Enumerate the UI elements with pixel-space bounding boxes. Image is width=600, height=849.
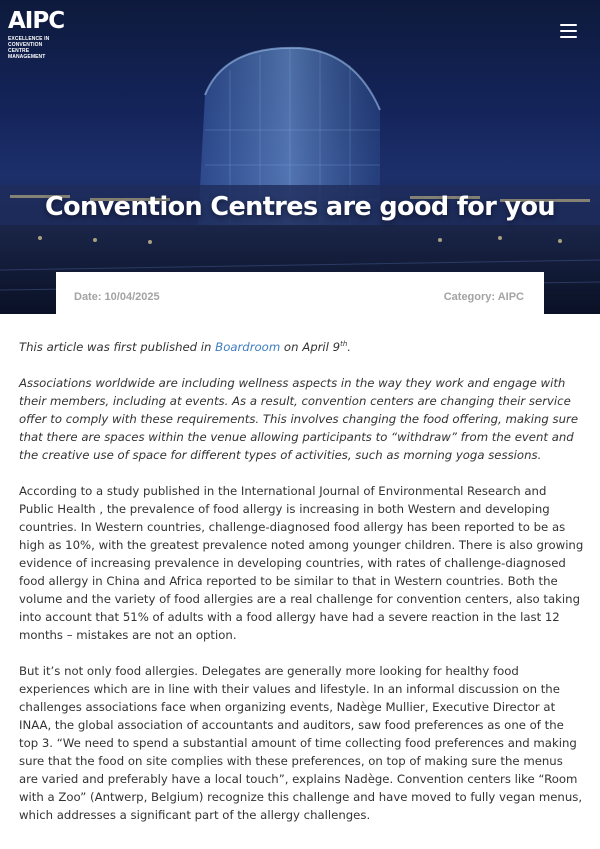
logo-tagline-line: EXCELLENCE IN xyxy=(8,36,50,42)
intro-suffix: . xyxy=(347,340,351,354)
hamburger-icon xyxy=(560,30,577,32)
hero-building-image xyxy=(0,0,600,314)
logo-tagline xyxy=(8,36,64,60)
boardroom-link[interactable]: Boardroom xyxy=(215,340,281,354)
article-paragraph: But it’s not only food allergies. Delegates are generally more looking for healthy food experiences which are in line with their values and lifestyle. In an informal discussion on the challenges associations face when organizing events, Nadège Mullier, Executive Director at INAA, the global association of accountants and auditors, saw food preferences as one of the top 3. “We need to spend a substantial amount of time collecting food preferences and making sure that the food on site complies with these preferences, on top of making sure the menus are varied and preferably have a local touch”, explains Nadège. Convention centers like “Room with a Zoo” (Antwerp, Belgium) recognize this challenge and have moved to fully vegan menus, which addresses a significant part of the allergy challenges. xyxy=(19,664,583,822)
hamburger-icon xyxy=(560,24,577,26)
logo-wordmark: AIPC xyxy=(8,8,65,34)
page-title: Convention Centres are good for you xyxy=(45,192,555,222)
article-body xyxy=(19,338,584,842)
intro-middle: on April 9 xyxy=(280,340,341,354)
article-intro xyxy=(19,338,584,356)
article-lead-paragraph: Associations worldwide are including wellness aspects in the way they work and engage with their members, including at events. As a result, convention centers are changing their service offer to comply with these requirements. This involves changing the food offering, making sure that there are spaces within the venue allowing participants to “withdraw” from the event and the creative use of space for different types of activities, such as morning yoga sessions. xyxy=(19,376,579,462)
logo-tagline-line: MANAGEMENT xyxy=(8,54,46,60)
aipc-logo[interactable] xyxy=(8,9,64,60)
hamburger-menu-button[interactable] xyxy=(560,24,580,40)
intro-prefix: This article was first published in xyxy=(19,340,216,354)
logo-tagline-line: CONVENTION CENTRE xyxy=(8,42,43,54)
post-meta-card xyxy=(56,272,544,320)
post-date: Date: 10/04/2025 xyxy=(74,291,160,303)
post-category: Category: AIPC xyxy=(443,291,524,303)
hamburger-icon xyxy=(560,36,577,38)
intro-superscript: th xyxy=(340,340,348,349)
article-paragraph: According to a study published in the International Journal of Environmental Research and Public Health , the prevalence of food allergy is increasing in both Western and developing countries. In Western countries, challenge-diagnosed food allergy has been reported to be as high as 10%, with the greatest prevalence noted among younger children. There is also growing evidence of increasing prevalence in developing countries, with rates of challenge-diagnosed food allergy in China and Africa reported to be similar to that in Western countries. Both the volume and the variety of food allergies are a real challenge for convention centers, also taking into account that 51% of adults with a food allergy have had a severe reaction in the last 12 months – mistakes are not an option. xyxy=(19,484,584,642)
hero-banner xyxy=(0,0,600,314)
